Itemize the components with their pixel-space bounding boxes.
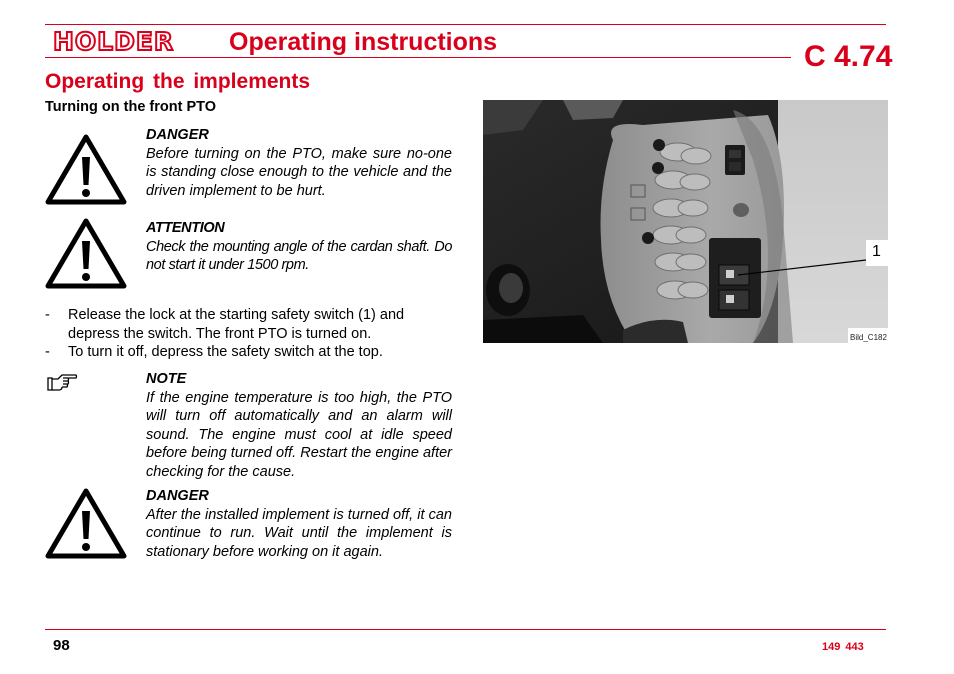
notice-heading: DANGER [146, 488, 209, 504]
danger-notice-1 [146, 126, 452, 200]
part-number: 149 443 [822, 641, 864, 653]
subsection-title: Turning on the front PTO [45, 99, 217, 115]
notice-heading: DANGER [146, 127, 209, 143]
bullet-dash: - [45, 344, 50, 361]
header-rule-bottom [45, 57, 791, 58]
instruction-steps [45, 306, 455, 362]
bullet-dash: - [45, 307, 50, 323]
footer-rule [45, 629, 886, 630]
page-number: 98 [53, 637, 70, 654]
notice-heading: NOTE [146, 371, 187, 387]
danger-notice-2 [146, 487, 452, 561]
callout-label: 1 [872, 243, 881, 260]
notice-text: After the installed implement is turned off, it can continue to run. Wait until the implement is stationary before working on it again. [146, 506, 452, 560]
warning-triangle-icon [44, 132, 128, 206]
notice-text: If the engine temperature is too high, the PTO will turn off automatically and an alarm will sound. The engine must cool at idle speed before being turned off. Restart the engine after checking for the cause. [146, 389, 452, 480]
attention-notice [146, 219, 452, 275]
header-rule-top [45, 24, 886, 25]
document-title: Operating instructions [229, 28, 498, 56]
chapter-code: C 4.74 [804, 40, 893, 73]
warning-triangle-icon [44, 486, 128, 560]
warning-triangle-icon [44, 216, 128, 290]
holder-logo: HOLDER [53, 27, 175, 56]
notice-text: Check the mounting angle of the cardan shaft. Do not start it under 1500 rpm. [146, 238, 452, 274]
step-text: Release the lock at the starting safety switch (1) and depress the switch. The front PTO is turned on. [68, 307, 405, 342]
control-panel-photo [483, 100, 888, 343]
list-item [45, 306, 455, 343]
section-title: Operating the implements [45, 70, 311, 93]
pointing-hand-icon [46, 372, 78, 392]
notice-heading: ATTENTION [146, 220, 225, 236]
note-notice [146, 370, 452, 482]
list-item [45, 343, 455, 362]
notice-text: Before turning on the PTO, make sure no-one is standing close enough to the vehicle and the driven implement to be hurt. [146, 145, 452, 199]
figure-caption: Bild_C182 [850, 333, 887, 342]
step-text: To turn it off, depress the safety switch at the top. [68, 344, 383, 361]
